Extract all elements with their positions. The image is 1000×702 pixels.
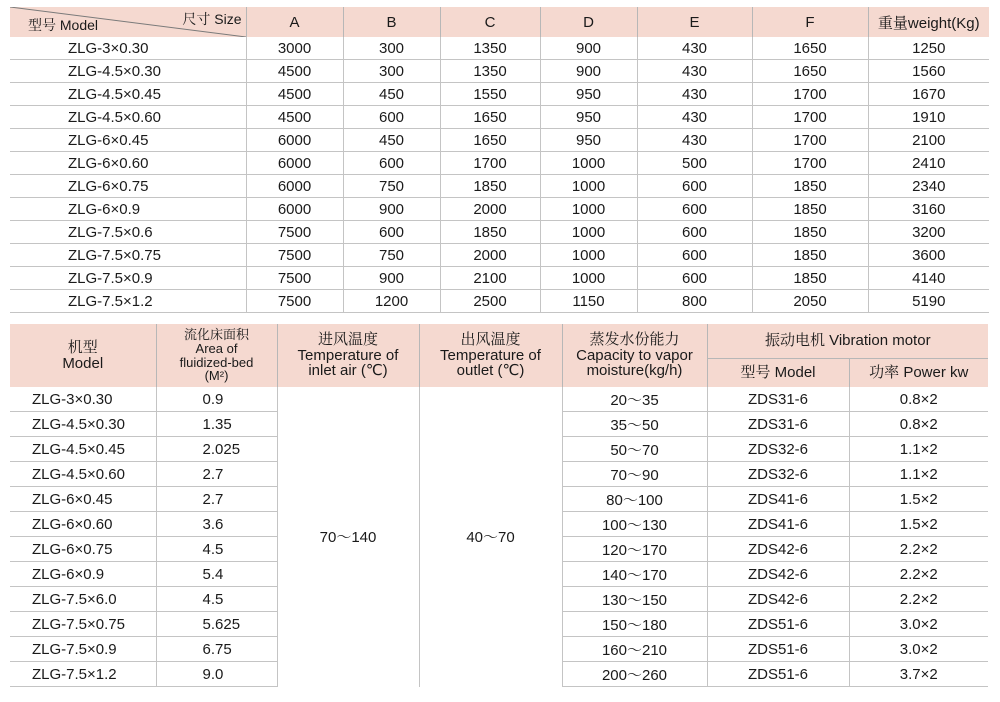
dim-e-cell: 500 (637, 152, 752, 175)
model-header-cn: 机型 (67, 338, 98, 356)
capacity-cell: 80～100 (562, 487, 707, 512)
dim-a-cell: 4500 (246, 106, 343, 129)
dim-f-cell: 1650 (752, 60, 868, 83)
model-cell: ZLG-4.5×0.45 (10, 437, 156, 462)
dim-e-cell: 600 (637, 267, 752, 290)
dim-a-cell: 3000 (246, 37, 343, 60)
motor-power-cell: 3.7×2 (849, 662, 988, 687)
dim-c-header: C (440, 7, 540, 37)
model-cell: ZLG-4.5×0.30 (10, 60, 246, 83)
dim-e-cell: 430 (637, 83, 752, 106)
motor-power-cell: 3.0×2 (849, 612, 988, 637)
capacity-cell: 150～180 (562, 612, 707, 637)
dim-a-cell: 7500 (246, 244, 343, 267)
weight-cell: 5190 (868, 290, 989, 313)
model-cell: ZLG-3×0.30 (10, 387, 156, 412)
dim-c-cell: 1700 (440, 152, 540, 175)
area-cell: 4.5 (156, 587, 277, 612)
table-row (10, 290, 989, 313)
dim-c-cell: 1350 (440, 37, 540, 60)
model-header-en: Model (62, 354, 104, 372)
dim-e-cell: 430 (637, 106, 752, 129)
table-row (10, 387, 988, 412)
capacity-header-en1: Capacity to vapor (576, 346, 693, 364)
area-cell: 2.7 (156, 487, 277, 512)
capacity-cell: 160～210 (562, 637, 707, 662)
capacity-cell: 120～170 (562, 537, 707, 562)
dim-c-cell: 1850 (440, 221, 540, 244)
motor-model-cell: ZDS32-6 (707, 462, 849, 487)
weight-cell: 2410 (868, 152, 989, 175)
model-cell: ZLG-6×0.45 (10, 129, 246, 152)
outlet-header-en1: Temperature of (440, 346, 541, 364)
motor-power-cell: 0.8×2 (849, 412, 988, 437)
weight-cell: 4140 (868, 267, 989, 290)
area-header-en1: Area of (195, 340, 238, 356)
capacity-cell: 100～130 (562, 512, 707, 537)
dim-b-cell: 600 (343, 221, 440, 244)
dim-f-cell: 1700 (752, 106, 868, 129)
model-cell: ZLG-7.5×6.0 (10, 587, 156, 612)
weight-cell: 2100 (868, 129, 989, 152)
dim-f-cell: 1700 (752, 83, 868, 106)
dim-d-cell: 1000 (540, 221, 637, 244)
weight-cell: 1560 (868, 60, 989, 83)
dim-a-cell: 4500 (246, 60, 343, 83)
model-cell: ZLG-3×0.30 (10, 37, 246, 60)
motor-model-cell: ZDS32-6 (707, 437, 849, 462)
motor-power-cell: 3.0×2 (849, 637, 988, 662)
dim-b-header: B (343, 7, 440, 37)
area-header-cn: 流化床面积 (183, 327, 249, 343)
motor-model-cell: ZDS42-6 (707, 562, 849, 587)
dim-a-header: A (246, 7, 343, 37)
motor-power-cell: 2.2×2 (849, 537, 988, 562)
model-cell: ZLG-7.5×0.75 (10, 612, 156, 637)
weight-cell: 3200 (868, 221, 989, 244)
table-row (10, 83, 989, 106)
area-cell: 4.5 (156, 537, 277, 562)
dim-b-cell: 900 (343, 267, 440, 290)
motor-power-cell: 1.5×2 (849, 487, 988, 512)
dim-f-cell: 1700 (752, 152, 868, 175)
dim-e-cell: 800 (637, 290, 752, 313)
capacity-cell: 200～260 (562, 662, 707, 687)
model-cell: ZLG-6×0.45 (10, 487, 156, 512)
dim-f-cell: 1850 (752, 175, 868, 198)
model-cell: ZLG-6×0.60 (10, 512, 156, 537)
motor-model-cell: ZDS31-6 (707, 412, 849, 437)
weight-cell: 1910 (868, 106, 989, 129)
outlet-header-en2: outlet (℃) (456, 362, 525, 380)
dim-d-cell: 900 (540, 60, 637, 83)
motor-model-cell: ZDS42-6 (707, 587, 849, 612)
dim-d-cell: 900 (540, 37, 637, 60)
dim-f-cell: 1850 (752, 267, 868, 290)
dim-f-header: F (752, 7, 868, 37)
model-cell: ZLG-4.5×0.60 (10, 462, 156, 487)
dim-a-cell: 6000 (246, 129, 343, 152)
dim-b-cell: 600 (343, 106, 440, 129)
dim-a-cell: 6000 (246, 152, 343, 175)
area-cell: 6.75 (156, 637, 277, 662)
motor-model-cell: ZDS51-6 (707, 662, 849, 687)
dim-a-cell: 6000 (246, 175, 343, 198)
dim-d-cell: 950 (540, 106, 637, 129)
model-cell: ZLG-4.5×0.30 (10, 412, 156, 437)
area-cell: 9.0 (156, 662, 277, 687)
motor-power-cell: 1.1×2 (849, 437, 988, 462)
dim-f-cell: 1650 (752, 37, 868, 60)
dimensions-body (10, 37, 989, 313)
motor-power-header: 功率 Power kw (849, 359, 988, 388)
motor-power-cell: 1.1×2 (849, 462, 988, 487)
capacity-cell: 70～90 (562, 462, 707, 487)
dim-b-cell: 600 (343, 152, 440, 175)
dimensions-table (10, 7, 989, 313)
dim-a-cell: 6000 (246, 198, 343, 221)
capacity-cell: 20～35 (562, 387, 707, 412)
table-row (10, 37, 989, 60)
capacity-cell: 130～150 (562, 587, 707, 612)
motor-model-cell: ZDS51-6 (707, 637, 849, 662)
dim-e-cell: 430 (637, 129, 752, 152)
table-row (10, 244, 989, 267)
model-cell: ZLG-4.5×0.45 (10, 83, 246, 106)
model-cell: ZLG-7.5×0.75 (10, 244, 246, 267)
dimensions-header-row (10, 7, 989, 37)
weight-cell: 2340 (868, 175, 989, 198)
dim-b-cell: 450 (343, 129, 440, 152)
area-cell: 0.9 (156, 387, 277, 412)
model-header (10, 324, 156, 387)
capacity-header-en2: moisture(kg/h) (586, 362, 683, 380)
model-cell: ZLG-6×0.9 (10, 562, 156, 587)
dim-d-cell: 1000 (540, 267, 637, 290)
model-cell: ZLG-7.5×1.2 (10, 662, 156, 687)
dim-b-cell: 750 (343, 175, 440, 198)
model-label: 型号 Model (28, 17, 99, 33)
capacity-header-cn: 蒸发水份能力 (589, 330, 680, 348)
weight-cell: 3600 (868, 244, 989, 267)
motor-model-cell: ZDS31-6 (707, 387, 849, 412)
outlet-temp-cell: 40～70 (419, 387, 562, 687)
dim-d-cell: 950 (540, 129, 637, 152)
motor-power-cell: 2.2×2 (849, 587, 988, 612)
capacity-cell: 35～50 (562, 412, 707, 437)
specifications-table (10, 324, 988, 687)
capacity-cell: 50～70 (562, 437, 707, 462)
outlet-temp-header (419, 324, 562, 387)
table-row (10, 175, 989, 198)
dim-c-cell: 1850 (440, 175, 540, 198)
dim-e-cell: 600 (637, 244, 752, 267)
model-cell: ZLG-6×0.75 (10, 537, 156, 562)
dim-b-cell: 450 (343, 83, 440, 106)
dim-b-cell: 300 (343, 60, 440, 83)
model-cell: ZLG-6×0.75 (10, 175, 246, 198)
dim-c-cell: 1650 (440, 106, 540, 129)
motor-model-cell: ZDS41-6 (707, 512, 849, 537)
model-cell: ZLG-7.5×0.9 (10, 267, 246, 290)
table-row (10, 198, 989, 221)
dim-c-cell: 2500 (440, 290, 540, 313)
dim-c-cell: 1350 (440, 60, 540, 83)
area-cell: 3.6 (156, 512, 277, 537)
area-cell: 2.025 (156, 437, 277, 462)
model-cell: ZLG-4.5×0.60 (10, 106, 246, 129)
inlet-header-cn: 进风温度 (317, 330, 378, 348)
dim-a-cell: 4500 (246, 83, 343, 106)
dim-e-cell: 430 (637, 37, 752, 60)
dim-f-cell: 1850 (752, 221, 868, 244)
weight-cell: 3160 (868, 198, 989, 221)
dim-f-cell: 1850 (752, 244, 868, 267)
dim-a-cell: 7500 (246, 267, 343, 290)
area-header-unit: (M²) (204, 368, 229, 384)
motor-power-cell: 0.8×2 (849, 387, 988, 412)
table-row (10, 267, 989, 290)
dim-e-cell: 430 (637, 60, 752, 83)
dim-f-cell: 1700 (752, 129, 868, 152)
dim-c-cell: 2000 (440, 198, 540, 221)
inlet-header-en1: Temperature of (297, 346, 399, 364)
dim-f-cell: 1850 (752, 198, 868, 221)
capacity-header (562, 324, 707, 387)
weight-cell: 1670 (868, 83, 989, 106)
specs-header-row (10, 324, 988, 359)
dim-b-cell: 900 (343, 198, 440, 221)
capacity-cell: 140～170 (562, 562, 707, 587)
area-cell: 5.4 (156, 562, 277, 587)
motor-model-header: 型号 Model (707, 359, 849, 388)
inlet-temp-cell: 70～140 (277, 387, 419, 687)
area-header (156, 324, 277, 387)
dim-d-header: D (540, 7, 637, 37)
dim-c-cell: 1650 (440, 129, 540, 152)
dim-d-cell: 1150 (540, 290, 637, 313)
dim-d-cell: 1000 (540, 152, 637, 175)
model-cell: ZLG-6×0.9 (10, 198, 246, 221)
table-row (10, 60, 989, 83)
model-cell: ZLG-6×0.60 (10, 152, 246, 175)
weight-cell: 1250 (868, 37, 989, 60)
dim-a-cell: 7500 (246, 290, 343, 313)
dim-f-cell: 2050 (752, 290, 868, 313)
motor-model-cell: ZDS42-6 (707, 537, 849, 562)
dim-b-cell: 1200 (343, 290, 440, 313)
dim-e-header: E (637, 7, 752, 37)
dim-e-cell: 600 (637, 198, 752, 221)
dim-d-cell: 1000 (540, 244, 637, 267)
dim-c-cell: 2000 (440, 244, 540, 267)
area-cell: 1.35 (156, 412, 277, 437)
weight-header: 重量weight(Kg) (868, 7, 989, 37)
dim-b-cell: 750 (343, 244, 440, 267)
motor-model-cell: ZDS41-6 (707, 487, 849, 512)
dim-a-cell: 7500 (246, 221, 343, 244)
vibration-motor-header: 振动电机 Vibration motor (707, 324, 988, 359)
specifications-body (10, 387, 988, 687)
size-label: 尺寸 Size (182, 11, 242, 27)
motor-power-cell: 2.2×2 (849, 562, 988, 587)
inlet-header-en2: inlet air (℃) (308, 362, 388, 380)
dim-b-cell: 300 (343, 37, 440, 60)
inlet-temp-header (277, 324, 419, 387)
area-cell: 2.7 (156, 462, 277, 487)
dim-e-cell: 600 (637, 175, 752, 198)
outlet-header-cn: 出风温度 (460, 330, 521, 348)
area-header-en2: fluidized-bed (179, 354, 254, 370)
dim-e-cell: 600 (637, 221, 752, 244)
dim-d-cell: 1000 (540, 175, 637, 198)
model-cell: ZLG-7.5×0.9 (10, 637, 156, 662)
model-cell: ZLG-7.5×1.2 (10, 290, 246, 313)
diagonal-header-cell (10, 7, 246, 37)
dim-d-cell: 950 (540, 83, 637, 106)
dim-c-cell: 1550 (440, 83, 540, 106)
table-row (10, 129, 989, 152)
motor-power-cell: 1.5×2 (849, 512, 988, 537)
table-row (10, 152, 989, 175)
area-cell: 5.625 (156, 612, 277, 637)
dim-d-cell: 1000 (540, 198, 637, 221)
model-cell: ZLG-7.5×0.6 (10, 221, 246, 244)
table-row (10, 221, 989, 244)
dim-c-cell: 2100 (440, 267, 540, 290)
motor-model-cell: ZDS51-6 (707, 612, 849, 637)
table-row (10, 106, 989, 129)
